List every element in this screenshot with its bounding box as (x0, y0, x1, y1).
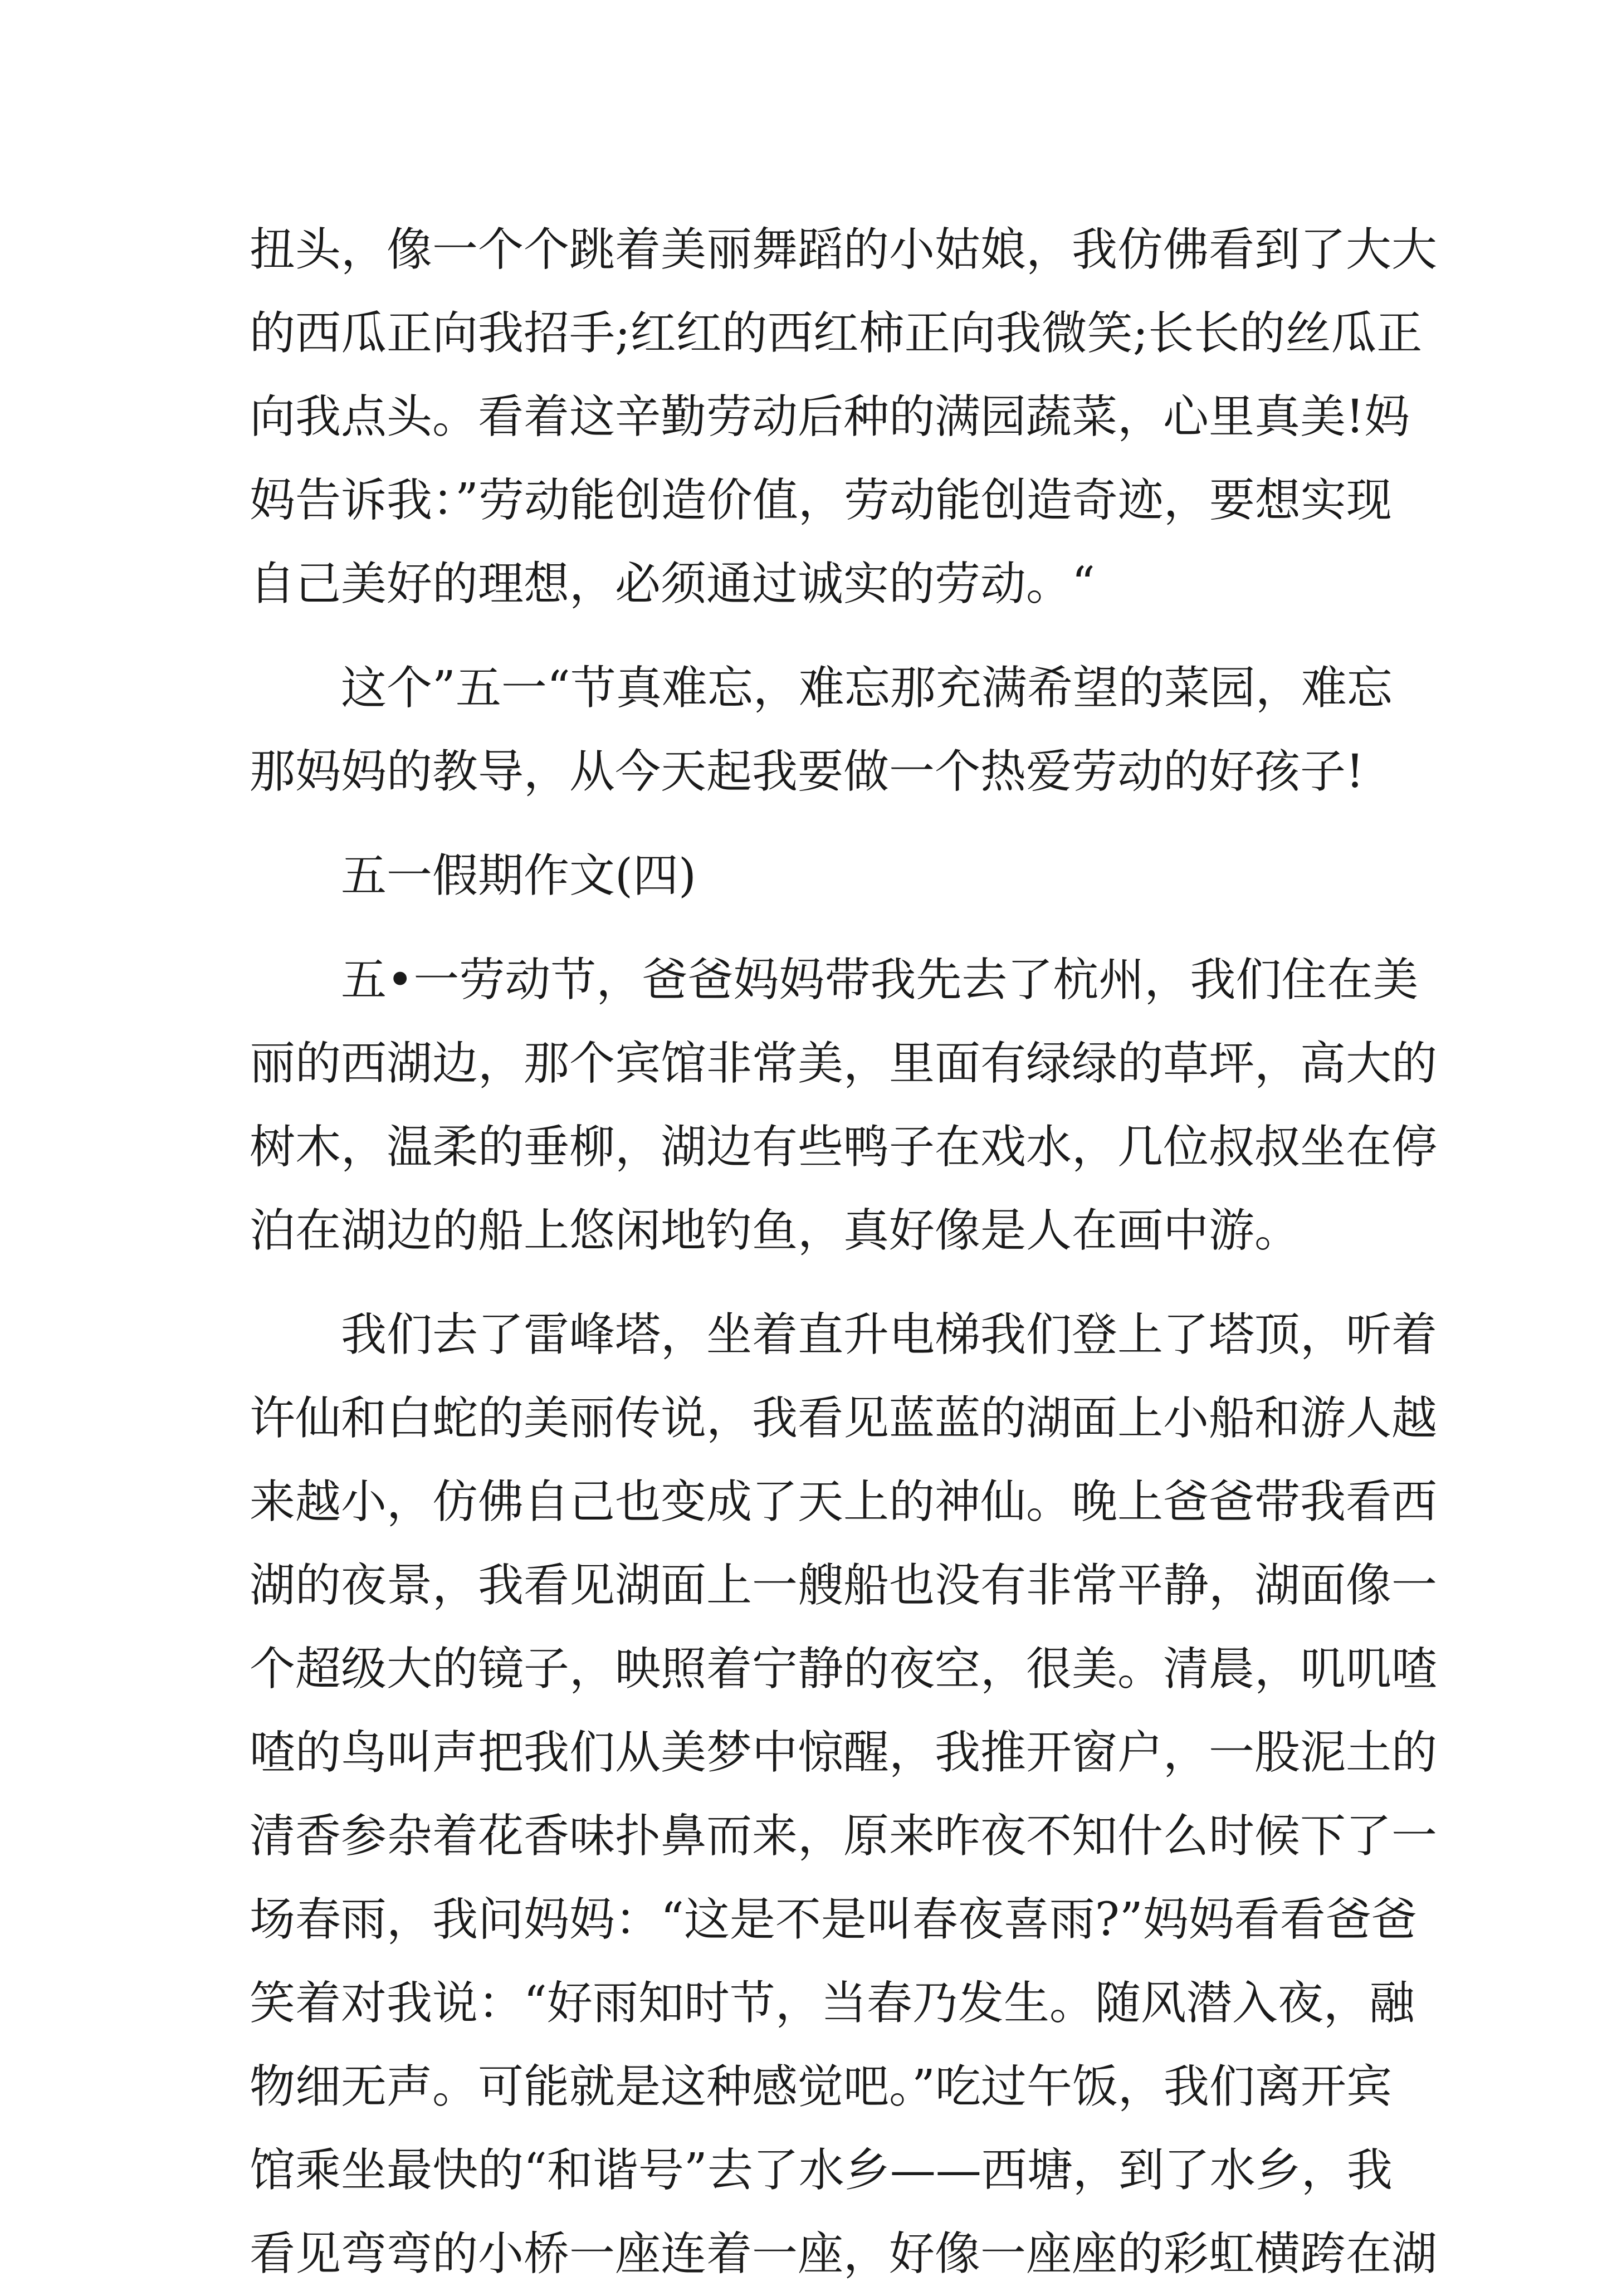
heading-line: 五一假期作文(四) (341, 849, 696, 902)
paragraph-p3 (250, 939, 1438, 1273)
text-line: 来越小，仿佛自己也变成了天上的神仙。晚上爸爸带我看西 (250, 1476, 1438, 1528)
text-line: 清香参杂着花香味扑鼻而来，原来昨夜不知什么时候下了一 (250, 1810, 1438, 1863)
text-line: 那妈妈的教导，从今天起我要做一个热爱劳动的好孩子! (250, 745, 1364, 798)
text-line: 湖的夜景，我看见湖面上一艘船也没有非常平静，湖面像一 (250, 1559, 1438, 1612)
text-line: 笑着对我说：“好雨知时节，当春乃发生。随风潜入夜，融 (250, 1977, 1415, 2030)
section-heading (250, 834, 1380, 918)
text-line: 扭头，像一个个跳着美丽舞蹈的小姑娘，我仿佛看到了大大 (250, 223, 1438, 276)
paragraph-p4 (250, 1293, 1438, 2296)
text-line: 妈告诉我：”劳动能创造价值，劳动能创造奇迹，要想实现 (250, 474, 1392, 527)
text-line: 自己美好的理想，必须通过诚实的劳动。“ (250, 558, 1095, 610)
text-line: 的西瓜正向我招手;红红的西红柿正向我微笑;长长的丝瓜正 (250, 307, 1423, 360)
text-line: 丽的西湖边，那个宾馆非常美，里面有绿绿的草坪，高大的 (250, 1037, 1438, 1090)
text-line: 五•一劳动节，爸爸妈妈带我先去了杭州，我们住在美 (341, 954, 1419, 1007)
text-line: 泊在湖边的船上悠闲地钓鱼，真好像是人在画中游。 (250, 1204, 1301, 1257)
text-line: 这个”五一“节真难忘，难忘那充满希望的菜园，难忘 (341, 662, 1393, 715)
paragraph-p1 (250, 208, 1438, 626)
text-line: 物细无声。可能就是这种感觉吧。”吃过午饭，我们离开宾 (250, 2060, 1392, 2113)
text-line: 看见弯弯的小桥一座连着一座，好像一座座的彩虹横跨在湖 (250, 2227, 1438, 2280)
text-line: 向我点头。看着这辛勤劳动后种的满园蔬菜，心里真美!妈 (250, 390, 1410, 443)
text-line: 喳的鸟叫声把我们从美梦中惊醒，我推开窗户，一股泥土的 (250, 1726, 1438, 1779)
text-line: 树木，温柔的垂柳，湖边有些鸭子在戏水，几位叔叔坐在停 (250, 1121, 1438, 1174)
text-line: 许仙和白蛇的美丽传说，我看见蓝蓝的湖面上小船和游人越 (250, 1392, 1438, 1445)
text-line: 场春雨，我问妈妈：“这是不是叫春夜喜雨?”妈妈看看爸爸 (250, 1893, 1417, 1946)
paragraph-p2 (250, 647, 1393, 814)
document-body (250, 208, 1438, 2296)
text-line: 馆乘坐最快的“和谐号”去了水乡——西塘，到了水乡，我 (250, 2144, 1393, 2197)
text-line: 个超级大的镜子，映照着宁静的夜空，很美。清晨，叽叽喳 (250, 1643, 1438, 1696)
text-line: 我们去了雷峰塔，坐着直升电梯我们登上了塔顶，听着 (341, 1308, 1438, 1361)
